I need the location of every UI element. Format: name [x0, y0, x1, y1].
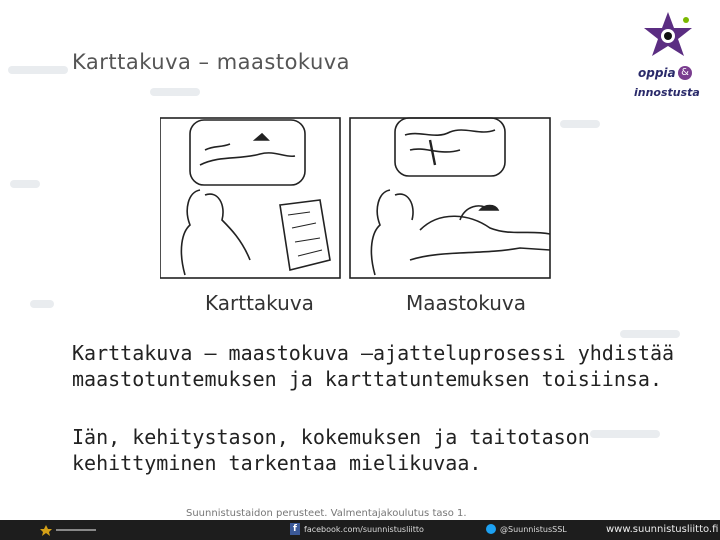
- background-dash: [30, 300, 54, 308]
- twitter-handle[interactable]: @SuunnistusSSL: [500, 525, 567, 534]
- person-right: [371, 190, 390, 275]
- person-left: [181, 190, 200, 275]
- website-link[interactable]: www.suunnistusliitto.fi: [606, 524, 719, 535]
- background-dash: [10, 180, 40, 188]
- thought-bubble-left: [190, 120, 305, 185]
- facebook-icon: f: [290, 523, 300, 535]
- oppia-innostusta-logo: [628, 8, 708, 108]
- background-dash: [150, 88, 200, 96]
- paragraph-line: Karttakuva – maastokuva –ajatteluprosessi yhdistää: [72, 341, 675, 365]
- caption-karttakuva: Karttakuva: [205, 291, 314, 315]
- twitter-icon: [486, 524, 496, 534]
- federation-logo-icon: [40, 523, 100, 537]
- map-image-panel: [160, 118, 340, 278]
- caption-maastokuva: Maastokuva: [406, 291, 526, 315]
- background-dash: [560, 120, 600, 128]
- map-vs-terrain-illustration: [160, 110, 560, 320]
- paragraph-development: [72, 424, 712, 476]
- terrain-landscape: [420, 216, 550, 234]
- paragraph-line: kehittyminen tarkentaa mielikuvaa.: [72, 451, 482, 475]
- footer-bar: [0, 520, 720, 540]
- star-logo-icon: [628, 8, 708, 68]
- background-dash: [620, 330, 680, 338]
- logo-ampersand: &: [678, 66, 692, 80]
- paragraph-line: maastotuntemuksen ja karttatuntemuksen toisiinsa.: [72, 367, 663, 391]
- logo-word-oppia: oppia: [638, 66, 676, 80]
- slide-title: Karttakuva – maastokuva: [72, 50, 351, 74]
- logo-word-innostusta: innostusta: [634, 86, 700, 99]
- thought-bubble-right: [395, 118, 505, 176]
- paragraph-thinking-process: [72, 340, 712, 392]
- background-dash: [8, 66, 68, 74]
- facebook-link[interactable]: facebook.com/suunnistusliitto: [304, 525, 424, 534]
- paragraph-line: Iän, kehitystason, kokemuksen ja taitotason: [72, 425, 590, 449]
- footer-course-note: Suunnistustaidon perusteet. Valmentajakoulutus taso 1.: [186, 508, 467, 519]
- held-map: [280, 200, 330, 270]
